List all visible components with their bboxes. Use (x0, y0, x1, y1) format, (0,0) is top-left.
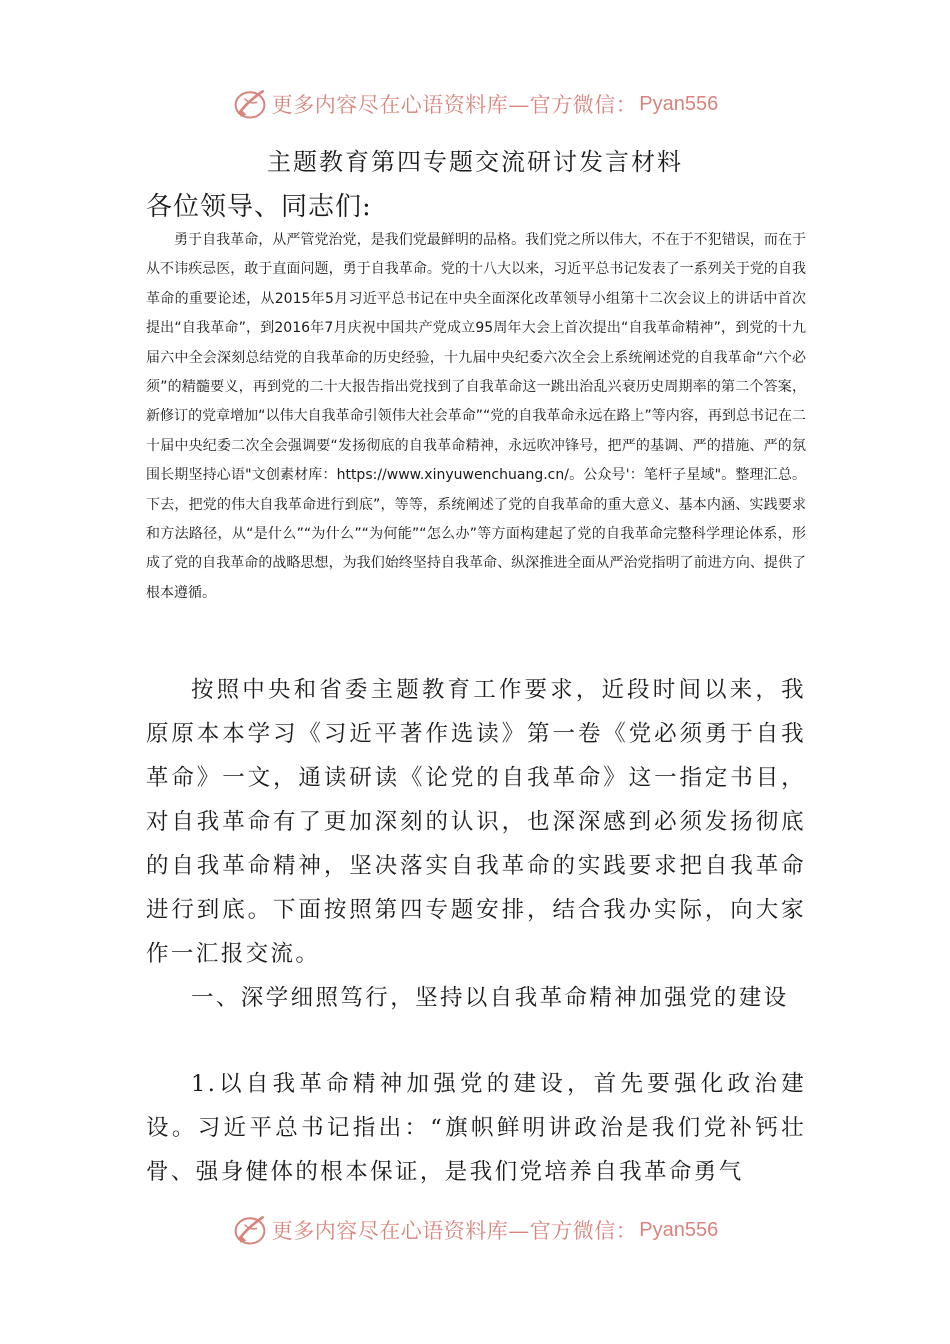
section-heading: 一、深学细照笃行，坚持以自我革命精神加强党的建设 (191, 985, 789, 1011)
point-paragraph: 1.以自我革命精神加强党的建设，首先要强化政治建设。习近平总书记指出：“旗帜鲜明讲政治是我们党补钙壮骨、强身健体的根本保证，是我们党培养自我革命勇气 (146, 1071, 806, 1185)
footer-watermark-banner (0, 1208, 950, 1252)
watermark-wechat-id: Pyan556 (639, 92, 719, 115)
watermark-text: 更多内容尽在心语资料库—官方微信： (271, 93, 638, 117)
greeting: 各位领导、同志们: (146, 192, 372, 222)
pen-logo-icon (232, 86, 268, 122)
watermark-text: 更多内容尽在心语资料库—官方微信： (271, 1219, 638, 1243)
pen-logo-icon (232, 1212, 268, 1248)
study-paragraph: 按照中央和省委主题教育工作要求，近段时间以来，我原原本本学习《习近平著作选读》第一卷《党必须勇于自我革命》一文，通读研读《论党的自我革命》这一指定书目，对自我革命有了更加深刻的认识，也深深感到必须发扬彻底的自我革命精神，坚决落实自我革命的实践要求把自我革命进行到底。下面按照第四专题安排，结合我办实际，向大家作一汇报交流。 (146, 677, 806, 967)
document-title: 主题教育第四专题交流研讨发言材料 (267, 148, 683, 176)
intro-paragraph: 勇于自我革命，从严管党治党，是我们党最鲜明的品格。我们党之所以伟大，不在于不犯错误，而在于从不讳疾忌医，敢于直面问题，勇于自我革命。党的十八大以来，习近平总书记发表了一系列关于党的自我革命的重要论述，从2015年5月习近平总书记在中央全面深化改革领导小组第十二次会议上的讲话中首次提出“自我革命”，到2016年7月庆祝中国共产党成立95周年大会上首次提出“自我革命精神”，到党的十九届六中全会深刻总结党的自我革命的历史经验，十九届中央纪委六次全会上系统阐述党的自我革命“六个必须”的精髓要义，再到党的二十大报告指出党找到了自我革命这一跳出治乱兴衰历史周期率的第二个答案，新修订的党章增加“以伟大自我革命引领伟大社会革命”“党的自我革命永远在路上”等内容，再到总书记在二十届中央纪委二次全会强调要“发扬彻底的自我革命精神，永远吹冲锋号，把严的基调、严的措施、严的氛围长期坚持心语"文创素材库：https://www.xinyuwenchuang.cn/。公众号'：笔杆子星域"。整理汇总。下去，把党的伟大自我革命进行到底”，等等，系统阐述了党的自我革命的重大意义、基本内涵、实践要求和方法路径，从“是什么”“为什么”“为何能”“怎么办”等方面构建起了党的自我革命完整科学理论体系，形成了党的自我革命的战略思想，为我们始终坚持自我革命、纵深推进全面从严治党指明了前进方向、提供了根本遵循。 (146, 232, 806, 601)
watermark-wechat-id: Pyan556 (639, 1218, 719, 1241)
header-watermark-banner (0, 82, 950, 126)
